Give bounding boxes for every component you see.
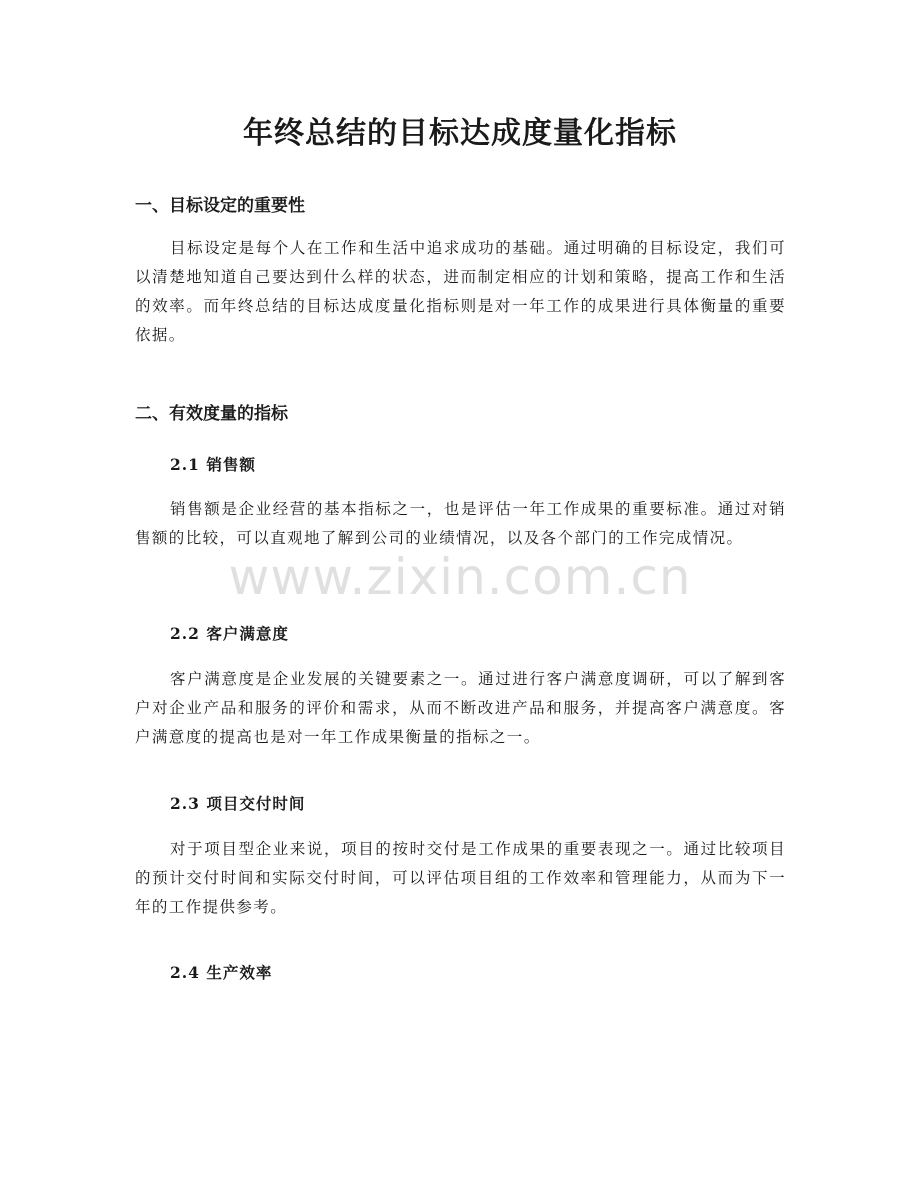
subsection-2-3-paragraph: 对于项目型企业来说，项目的按时交付是工作成果的重要表现之一。通过比较项目的预计交付时间和实际交付时间，可以评估项目组的工作效率和管理能力，从而为下一年的工作提供参考。 [135, 840, 786, 916]
subsection-heading-2-1: 2.1 销售额 [170, 455, 256, 474]
subsection-heading-2-2: 2.2 客户满意度 [170, 624, 289, 643]
subsection-heading-2-3: 2.3 项目交付时间 [170, 794, 306, 813]
page-title: 年终总结的目标达成度量化指标 [243, 116, 677, 151]
section-heading-2: 二、有效度量的指标 [135, 404, 288, 424]
subsection-heading-2-4: 2.4 生产效率 [170, 963, 273, 982]
section-heading-1: 一、目标设定的重要性 [135, 196, 305, 216]
subsection-2-2-paragraph: 客户满意度是企业发展的关键要素之一。通过进行客户满意度调研，可以了解到客户对企业产品和服务的评价和需求，从而不断改进产品和服务，并提高客户满意度。客户满意度的提高也是对一年工作成果衡量的指标之一。 [135, 670, 786, 746]
subsection-2-1-paragraph: 销售额是企业经营的基本指标之一，也是评估一年工作成果的重要标准。通过对销售额的比较，可以直观地了解到公司的业绩情况，以及各个部门的工作完成情况。 [135, 500, 786, 547]
section-1-paragraph: 目标设定是每个人在工作和生活中追求成功的基础。通过明确的目标设定，我们可以清楚地知道自己要达到什么样的状态，进而制定相应的计划和策略，提高工作和生活的效率。而年终总结的目标达成度量化指标则是对一年工作的成果进行具体衡量的重要依据。 [135, 239, 786, 344]
watermark-text: www.zixin.com.cn [228, 548, 692, 606]
